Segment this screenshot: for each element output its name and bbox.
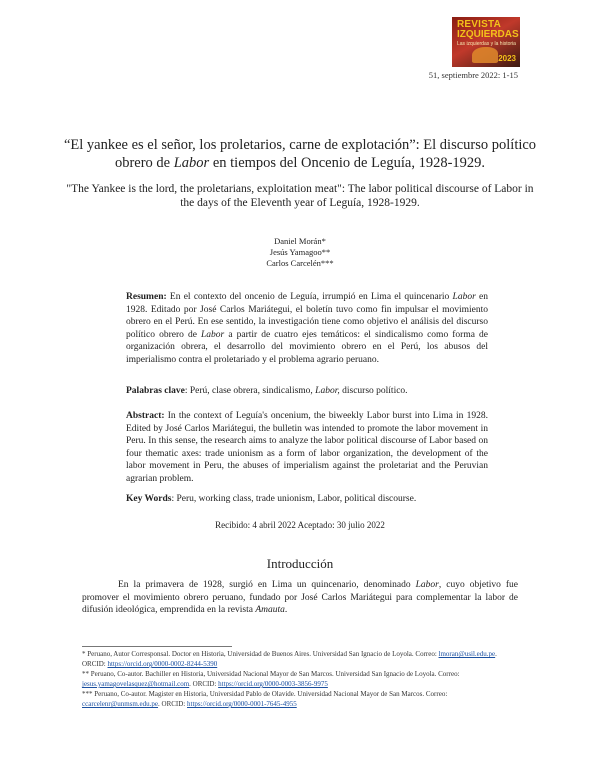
logo-line-2: IZQUIERDAS <box>457 29 519 40</box>
abstract-es-text: En el contexto del oncenio de Leguía, irrumpió en Lima el quincenario <box>166 292 453 302</box>
title-es-part2: en tiempos del Oncenio de Leguía, 1928-1929. <box>209 155 486 171</box>
abstract-es <box>126 291 488 366</box>
author-list <box>0 236 600 269</box>
footnote-orcid-link[interactable]: https://orcid.org/0000-0003-3856-9975 <box>218 680 328 688</box>
abstract-es-italic: Labor <box>201 329 225 340</box>
footnote-orcid-label: . ORCID: <box>158 700 188 708</box>
abstract-es-text: en 1928. Editado por José Carlos Mariátegui, el boletín tuvo como fin impulsar el movimiento obrero en el Perú. En ese sentido, la investigación tiene como objetivo el análisis del discurso político obrero de <box>126 292 488 340</box>
footnote-email-link[interactable]: lmoran@usil.edu.pe <box>438 650 496 658</box>
footnote-orcid-link[interactable]: https://orcid.org/0000-0002-8244-5390 <box>107 660 218 668</box>
logo-line-1: REVISTA <box>457 19 501 30</box>
footnotes <box>82 649 520 709</box>
footnote <box>82 649 520 669</box>
intro-italic: Amauta <box>255 605 285 615</box>
keywords-es-text: discurso político. <box>339 386 408 396</box>
abstract-es-italic: Labor <box>452 292 476 302</box>
logo-year: 2023 <box>498 54 516 63</box>
footnote-email-link[interactable]: jesus.yamagovelasquez@hotmail.com <box>82 680 190 688</box>
abstract-en-text: In the context of Leguía's oncenium, the biweekly Labor burst into Lima in 1928. Edited by José Carlos Mariátegui, the bulletin was intended to promote the labor movement in Peru. In this sense, the research aims to analyze the labor political discourse of Labor based on four thematic axes: trade unionism as a form of labor organization, the development of the labor movement in Peru, the abuses of imperialism against the proletariat and the Peruvian agrarian problem. <box>126 411 488 484</box>
title-es-part1: “El yankee es el señor, los proletarios, carne de explotación”: El discurso político obrero de <box>63 137 537 171</box>
footnote-text: *** Peruano, Co-autor. Magister en Historia, Universidad Pablo de Olavide. Universidad Nacional Mayor de San Marcos. Correo: <box>82 690 448 698</box>
footnote-email-link[interactable]: ccarcelenr@unmsm.edu.pe <box>82 700 159 708</box>
keywords-en <box>126 493 488 506</box>
footnote <box>82 689 520 709</box>
footnote <box>82 669 520 689</box>
keywords-en-label: Key Words <box>126 494 172 504</box>
abstract-es-text: a partir de cuatro ejes temáticos: el sindicalismo como forma de organización obrera, el desarrollo del movimiento obrero en el Perú, los abusos del imperialismo contra el proletariado y el problema agrario peruano. <box>126 329 488 365</box>
footnote-text: ** Peruano, Co-autor. Bachiller en Historia, Universidad Nacional Mayor de San Marcos. Universidad San Ignacio de Loyola. Correo: <box>82 670 460 678</box>
intro-text: En la primavera de 1928, surgió en Lima un quincenario, denominado <box>118 580 416 590</box>
footnote-separator <box>82 646 232 647</box>
author: Daniel Morán* <box>274 236 326 246</box>
article-title-en: "The Yankee is the lord, the proletarians, exploitation meat": The labor political discourse of Labor in the days of the Eleventh year of Leguía, 1928-1929. <box>66 183 534 209</box>
keywords-es <box>126 385 488 398</box>
keywords-es-text: : Perú, clase obrera, sindicalismo, <box>184 386 316 396</box>
received-accepted-dates: Recibido: 4 abril 2022 Aceptado: 30 julio 2022 <box>215 520 385 530</box>
journal-logo <box>452 17 520 67</box>
issue-info: 51, septiembre 2022: 1-15 <box>428 70 518 80</box>
logo-figure-icon <box>472 47 498 63</box>
keywords-es-italic: Labor, <box>315 386 340 396</box>
abstract-en <box>126 410 488 485</box>
footnote-text: * Peruano, Autor Corresponsal. Doctor en Historia, Universidad de Buenos Aires. Universidad San Ignacio de Loyola. Correo: <box>82 650 439 658</box>
author: Carlos Carcelén*** <box>266 258 334 268</box>
paragraph-first <box>82 579 518 617</box>
footnote-orcid-label: . ORCID: <box>82 650 497 668</box>
abstract-es-label: Resumen: <box>126 292 167 302</box>
intro-text: , cuyo objetivo fue promover el movimiento obrero peruano, fundado por José Carlos Mariátegui para complementar la labor de difusión ideológica, emprendida en la revista <box>82 580 519 615</box>
section-heading-introduction: Introducción <box>266 556 334 571</box>
abstract-en-label: Abstract: <box>126 411 165 421</box>
footnote-orcid-link[interactable]: https://orcid.org/0000-0001-7645-4955 <box>187 700 297 708</box>
intro-italic: Labor <box>415 580 439 590</box>
footnote-orcid-label: . ORCID: <box>189 680 219 688</box>
author: Jesús Yamagoo** <box>269 247 331 257</box>
intro-text: . <box>284 605 288 615</box>
introduction-paragraph <box>82 579 518 617</box>
article-title-es <box>60 136 540 172</box>
title-es-italic: Labor <box>173 155 210 171</box>
logo-line-3: Las izquierdas y la historia <box>457 41 516 47</box>
keywords-es-label: Palabras clave <box>126 386 185 396</box>
keywords-en-text: : Peru, working class, trade unionism, Labor, political discourse. <box>171 494 417 504</box>
